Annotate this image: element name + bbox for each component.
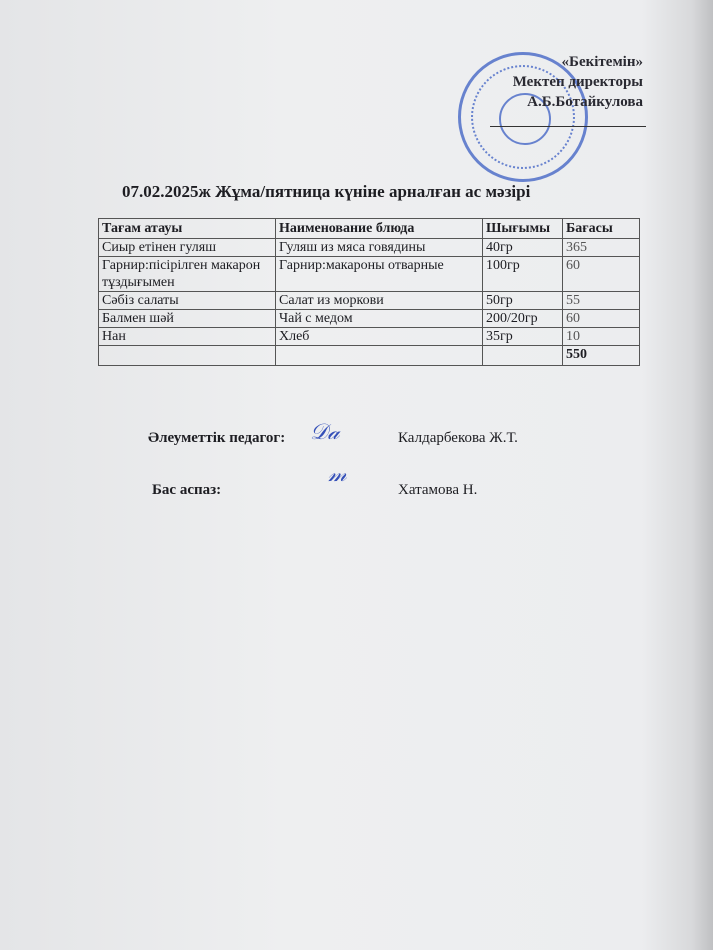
signature-role: Бас аспаз: xyxy=(152,482,222,498)
approval-block xyxy=(513,52,643,112)
header-cell: Наименование блюда xyxy=(276,219,483,239)
header-cell: Шығымы xyxy=(483,219,563,239)
cell: Балмен шәй xyxy=(99,310,276,328)
header-cell: Тағам атауы xyxy=(99,219,276,239)
table-row xyxy=(99,310,640,328)
cell: Гарнир:макароны отварные xyxy=(276,257,483,292)
approval-name: А.Б.Ботайкулова xyxy=(527,94,643,110)
table-row xyxy=(99,292,640,310)
cell: 365 xyxy=(563,239,640,257)
document-title: 07.02.2025ж Жұма/пятница күніне арналған ас мәзірі xyxy=(122,182,531,201)
cell: Гарнир:пісірілген макарон тұздығымен xyxy=(99,257,276,292)
cell: 35гр xyxy=(483,328,563,346)
signature-line xyxy=(490,126,646,127)
signature-name: Калдарбекова Ж.Т. xyxy=(398,430,518,446)
table-header-row xyxy=(99,219,640,239)
signature-role: Әлеуметтік педагог: xyxy=(148,430,286,446)
approval-heading: «Бекітемін» xyxy=(561,54,643,70)
menu-table xyxy=(98,218,640,366)
handwritten-signature: 𝒟𝒶 xyxy=(310,420,340,445)
header-cell: Бағасы xyxy=(563,219,640,239)
table-row xyxy=(99,328,640,346)
cell: Сиыр етінен гуляш xyxy=(99,239,276,257)
signature-name: Хатамова Н. xyxy=(398,482,478,498)
cell: Чай с медом xyxy=(276,310,483,328)
cell: 100гр xyxy=(483,257,563,292)
cell: 50гр xyxy=(483,292,563,310)
cell: 200/20гр xyxy=(483,310,563,328)
cell: 40гр xyxy=(483,239,563,257)
approval-position: Мектеп директоры xyxy=(512,74,643,90)
cell: Хлеб xyxy=(276,328,483,346)
cell: 10 xyxy=(563,328,640,346)
table-row xyxy=(99,239,640,257)
cell: Салат из моркови xyxy=(276,292,483,310)
cell: Сәбіз салаты xyxy=(99,292,276,310)
total-row xyxy=(99,346,640,366)
cell: Гуляш из мяса говядины xyxy=(276,239,483,257)
total-value: 550 xyxy=(563,346,640,366)
table-row xyxy=(99,257,640,292)
cell: 60 xyxy=(563,310,640,328)
handwritten-signature: 𝓂 xyxy=(328,462,347,487)
cell: 60 xyxy=(563,257,640,292)
cell: Нан xyxy=(99,328,276,346)
cell: 55 xyxy=(563,292,640,310)
